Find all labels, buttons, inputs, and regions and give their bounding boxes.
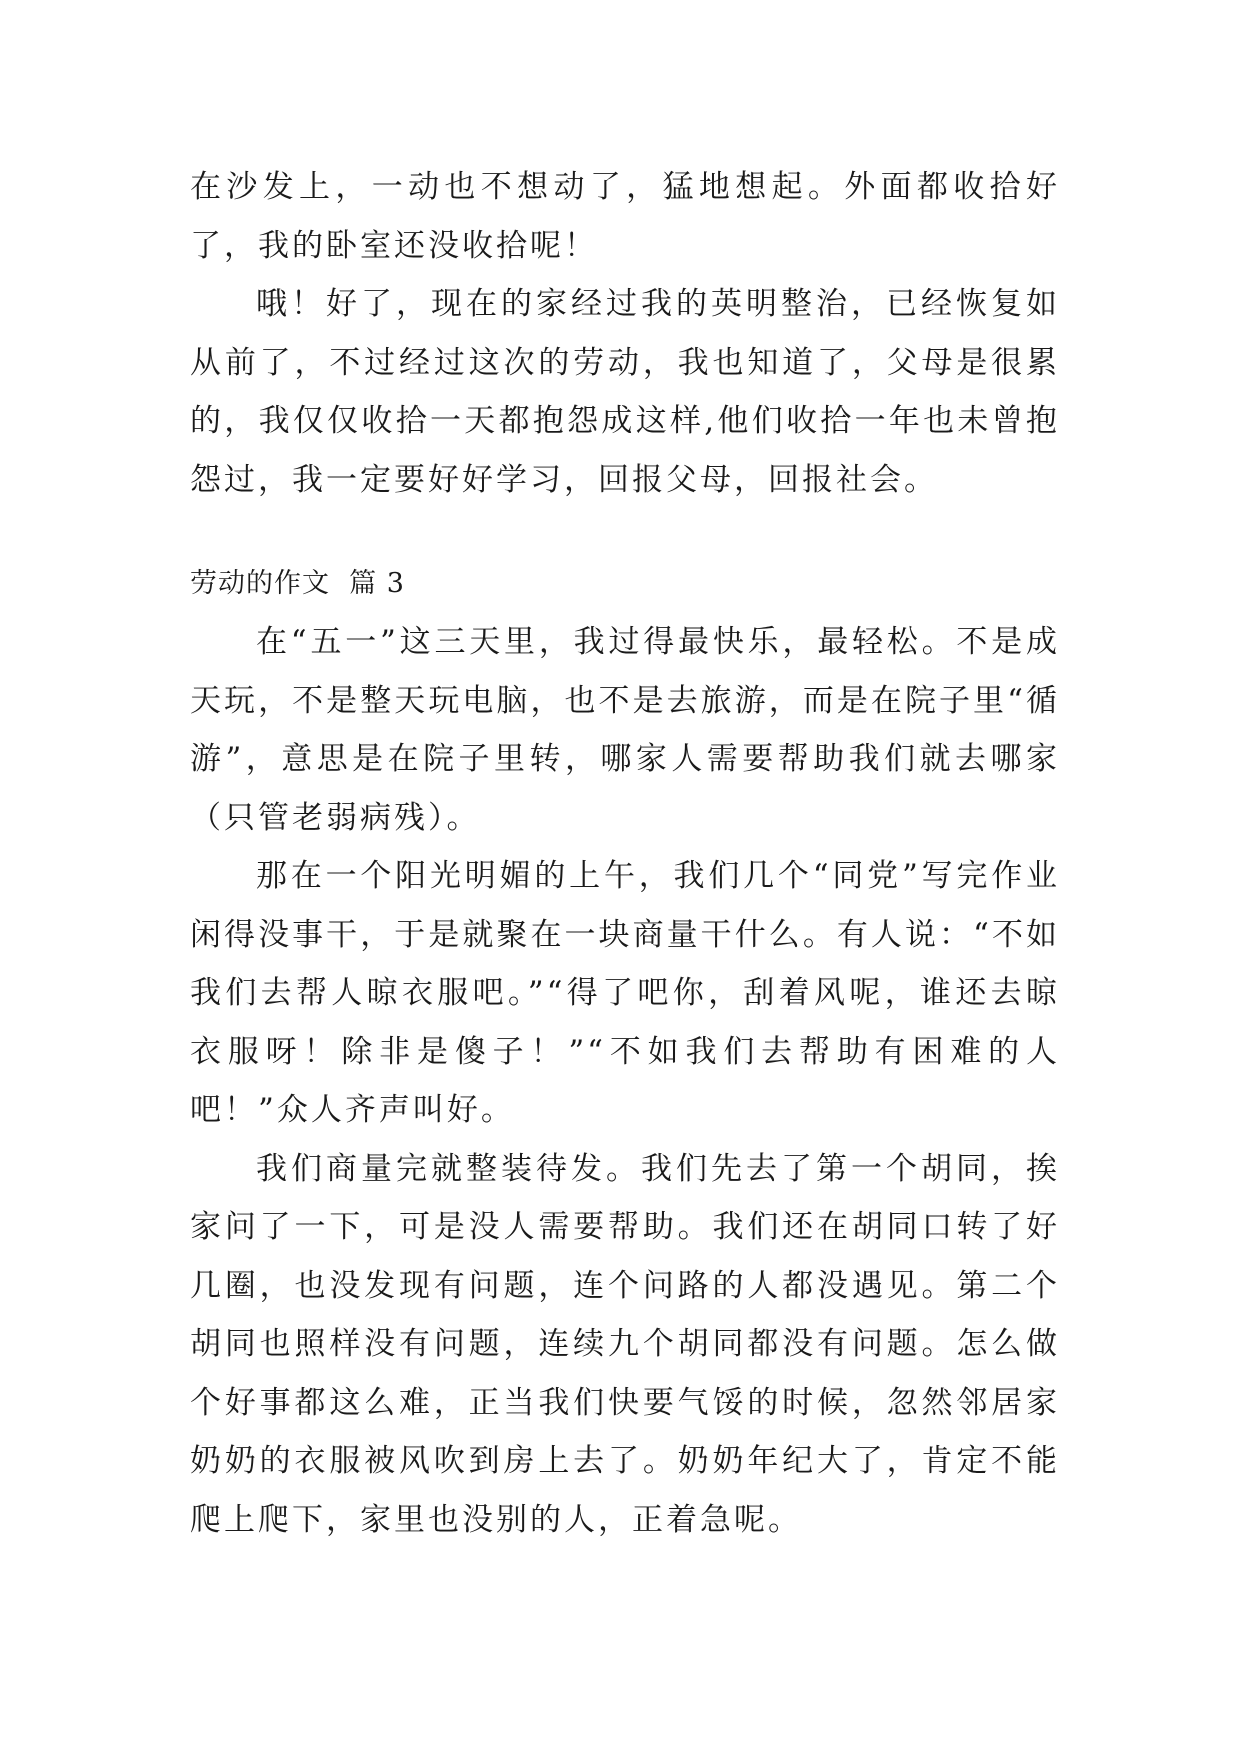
paragraph-conclusion: 哦！好了，现在的家经过我的英明整治，已经恢复如从前了，不过经过这次的劳动，我也知道了，父母是很累的，我仅仅收拾一天都抱怨成这样,他们收拾一年也未曾抱怨过，我一定要好好学习，回报父母，回报社会。	[190, 286, 1060, 498]
paragraph-continuation: 在沙发上，一动也不想动了，猛地想起。外面都收拾好了，我的卧室还没收拾呢！	[190, 169, 1060, 264]
paragraph-intro: 在“五一”这三天里，我过得最快乐，最轻松。不是成天玩，不是整天玩电脑，也不是去旅游，而是在院子里“循游”，意思是在院子里转，哪家人需要帮助我们就去哪家（只管老弱病残）。	[190, 624, 1060, 836]
paragraph-discussion: 那在一个阳光明媚的上午，我们几个“同党”写完作业闲得没事干，于是就聚在一块商量干什么。有人说：“不如我们去帮人晾衣服吧。”“得了吧你，刮着风呢，谁还去晾衣服呀！除非是傻子！”“不如我们去帮助有困难的人吧！”众人齐声叫好。	[190, 858, 1060, 1128]
document-body	[190, 158, 1060, 1549]
section-heading: 劳动的作文 篇 3	[190, 568, 405, 599]
paragraph-action: 我们商量完就整装待发。我们先去了第一个胡同，挨家问了一下，可是没人需要帮助。我们还在胡同口转了好几圈，也没发现有问题，连个问路的人都没遇见。第二个胡同也照样没有问题，连续九个胡同都没有问题。怎么做个好事都这么难，正当我们快要气馁的时候，忽然邻居家奶奶的衣服被风吹到房上去了。奶奶年纪大了，肯定不能爬上爬下，家里也没别的人，正着急呢。	[190, 1150, 1060, 1538]
